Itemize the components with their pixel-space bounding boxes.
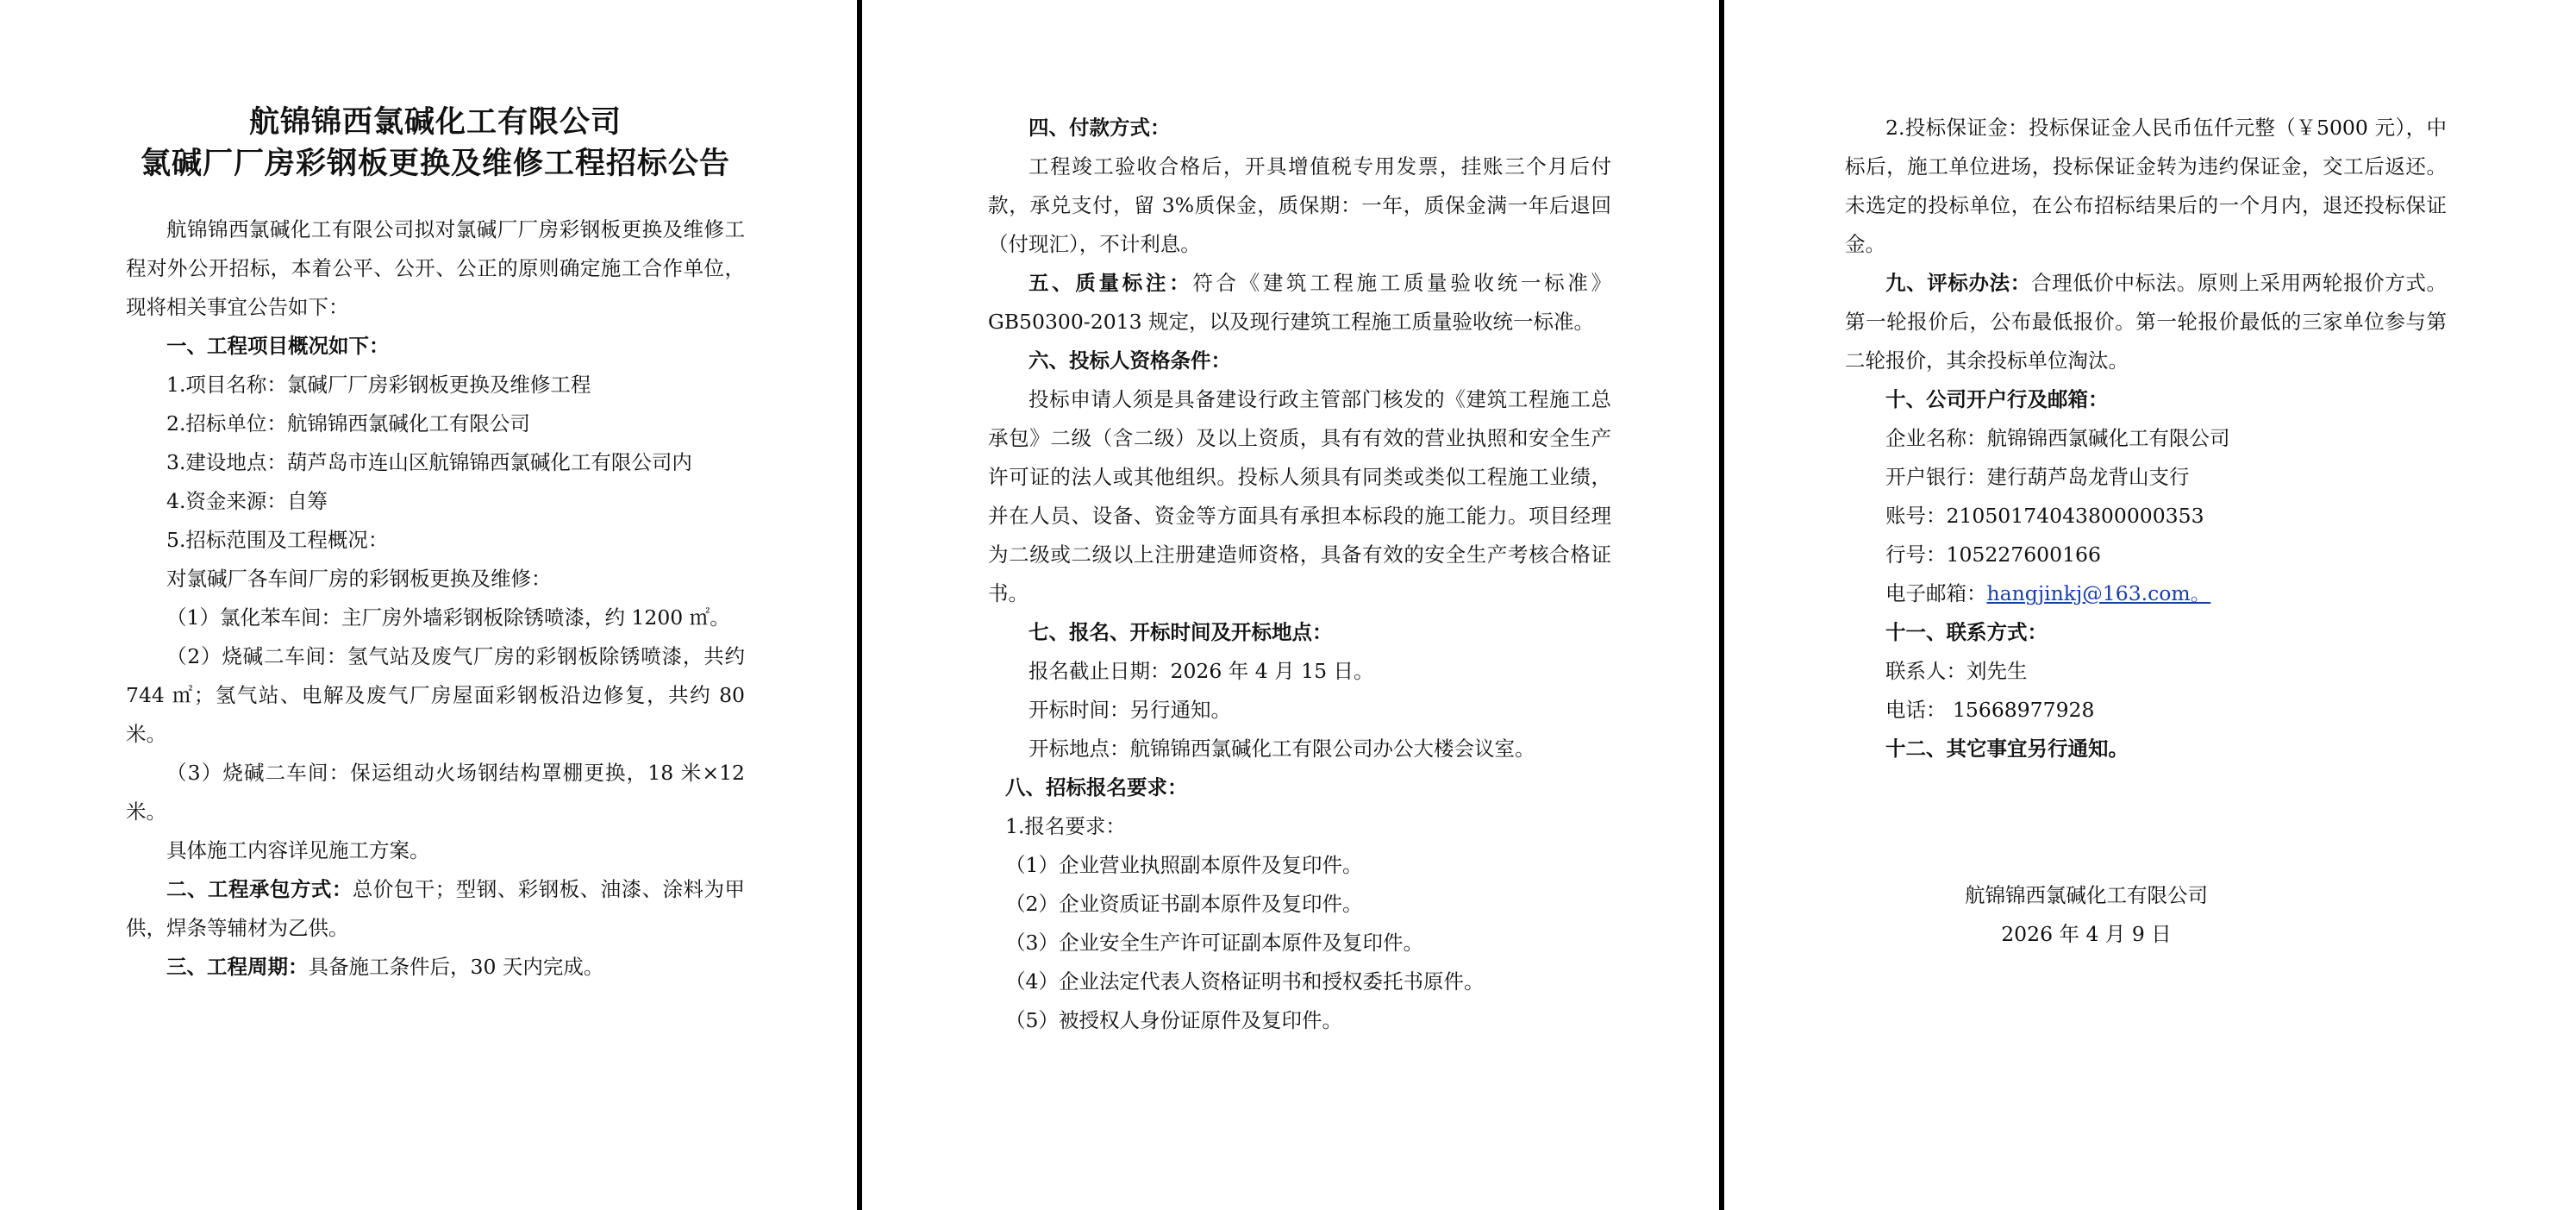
section-4-text: 工程竣工验收合格后，开具增值税专用发票，挂账三个月后付款，承兑支付，留 3%质保金，质保期：一年，质保金满一年后退回（付现汇），不计利息。 <box>988 154 1611 256</box>
section-8-req-3: （3）企业安全生产许可证副本原件及复印件。 <box>1005 931 1423 955</box>
section-4-heading: 四、付款方式： <box>1029 116 1171 140</box>
title-line-2: 氯碱厂厂房彩钢板更换及维修工程招标公告 <box>140 146 730 181</box>
contact-person: 联系人：刘先生 <box>1885 659 2028 683</box>
document-title <box>126 102 745 185</box>
email-link[interactable]: hangjinkj@163.com。 <box>1986 581 2211 605</box>
section-3-text: 具备施工条件后，30 天内完成。 <box>308 955 604 979</box>
section-8-req-4: （4）企业法定代表人资格证明书和授权委托书原件。 <box>1005 969 1485 994</box>
section-2 <box>126 870 745 948</box>
section-5-heading: 五、质量标注： <box>1029 271 1193 295</box>
section-5-text: 符合《建筑工程施工质量验收统一标准》GB50300-2013 规定，以及现行建筑工程施工质量验收统一标准。 <box>988 271 1611 334</box>
section-1-heading: 一、工程项目概况如下： <box>166 334 390 358</box>
title-line-1: 航锦锦西氯碱化工有限公司 <box>248 104 622 140</box>
section-11-heading: 十一、联系方式： <box>1885 620 2048 644</box>
section-1-item-2: 2.招标单位：航锦锦西氯碱化工有限公司 <box>166 411 530 436</box>
account-number: 账号：21050174043800000353 <box>1885 504 2204 528</box>
section-1-item-4: 4.资金来源：自筹 <box>166 489 328 513</box>
section-9-heading: 九、评标办法： <box>1885 271 2031 295</box>
section-7-item-1: 报名截止日期：2026 年 4 月 15 日。 <box>1029 659 1374 683</box>
section-10-heading: 十、公司开户行及邮箱： <box>1885 387 2109 411</box>
section-2-text: 总价包干；型钢、彩钢板、油漆、涂料为甲供，焊条等辅材为乙供。 <box>126 877 746 940</box>
section-3 <box>126 948 745 987</box>
bank-number: 行号：105227600166 <box>1885 542 2101 567</box>
section-8-req-1: （1）企业营业执照副本原件及复印件。 <box>1005 853 1363 877</box>
company-name: 企业名称：航锦锦西氯碱化工有限公司 <box>1885 426 2230 450</box>
section-2-heading: 二、工程承包方式： <box>166 877 353 901</box>
bank-name: 开户银行：建行葫芦岛龙背山支行 <box>1885 465 2190 489</box>
section-1-item-3: 3.建设地点：葫芦岛市连山区航锦锦西氯碱化工有限公司内 <box>166 450 692 474</box>
section-8-heading: 八、招标报名要求： <box>1005 775 1188 799</box>
document-page-3 <box>1724 0 2576 1210</box>
section-1-sub-1: （1）氯化苯车间：主厂房外墙彩钢板除锈喷漆，约 1200 ㎡。 <box>166 605 730 630</box>
section-8-req-2: （2）企业资质证书副本原件及复印件。 <box>1005 892 1363 916</box>
section-1-item-1: 1.项目名称：氯碱厂厂房彩钢板更换及维修工程 <box>166 373 591 397</box>
signature-block <box>1724 876 2576 954</box>
email-line <box>1845 574 2447 613</box>
email-label: 电子邮箱： <box>1885 581 1987 605</box>
section-7-item-2: 开标时间：另行通知。 <box>1029 698 1231 722</box>
section-1-item-5: 5.招标范围及工程概况： <box>166 528 389 552</box>
section-6-heading: 六、投标人资格条件： <box>1029 348 1231 373</box>
document-page-1 <box>0 0 857 1210</box>
section-1-scope: 对氯碱厂各车间厂房的彩钢板更换及维修： <box>166 567 552 591</box>
section-12-heading: 十二、其它事宜另行通知。 <box>1885 737 2129 761</box>
contact-phone: 电话： 15668977928 <box>1885 698 2095 722</box>
intro-paragraph: 航锦锦西氯碱化工有限公司拟对氯碱厂厂房彩钢板更换及维修工程对外公开招标，本着公平、公开、公正的原则确定施工合作单位，现将相关事宜公告如下： <box>126 217 745 319</box>
section-7-item-3: 开标地点：航锦锦西氯碱化工有限公司办公大楼会议室。 <box>1029 737 1535 761</box>
section-3-heading: 三、工程周期： <box>166 955 309 979</box>
section-5 <box>988 264 1611 342</box>
document-page-2 <box>862 0 1719 1210</box>
section-9-text: 合理低价中标法。原则上采用两轮报价方式。第一轮报价后，公布最低报价。第一轮报价最低的三家单位参与第二轮报价，其余投标单位淘汰。 <box>1845 271 2448 373</box>
section-9 <box>1845 264 2447 380</box>
section-7-heading: 七、报名、开标时间及开标地点： <box>1029 620 1333 644</box>
section-8-item-1: 1.报名要求： <box>1005 814 1126 838</box>
section-1-sub-2: （2）烧碱二车间：氢气站及废气厂房的彩钢板除锈喷漆，共约 744 ㎡；氢气站、电解及废气厂房屋面彩钢板沿边修复，共约 80 米。 <box>126 644 745 746</box>
section-6-text: 投标申请人须是具备建设行政主管部门核发的《建筑工程施工总承包》二级（含二级）及以上资质，具有有效的营业执照和安全生产许可证的法人或其他组织。投标人须具有同类或类似工程施工业绩，并在人员、设备、资金等方面具有承担本标段的施工能力。项目经理为二级或二级以上注册建造师资格，具备有效的安全生产考核合格证书。 <box>988 387 1611 605</box>
section-1-sub-3: （3）烧碱二车间：保运组动火场钢结构罩棚更换，18 米×12 米。 <box>126 761 745 824</box>
signature-company: 航锦锦西氯碱化工有限公司 <box>1965 883 2208 907</box>
section-8-item-2: 2.投标保证金：投标保证金人民币伍仟元整（￥5000 元），中标后，施工单位进场，投标保证金转为违约保证金，交工后返还。未选定的投标单位，在公布招标结果后的一个月内，退还投标保证金。 <box>1845 116 2447 256</box>
section-8-req-5: （5）被授权人身份证原件及复印件。 <box>1005 1008 1342 1032</box>
section-1-detail: 具体施工内容详见施工方案。 <box>166 838 430 862</box>
signature-date: 2026 年 4 月 9 日 <box>2001 922 2172 946</box>
